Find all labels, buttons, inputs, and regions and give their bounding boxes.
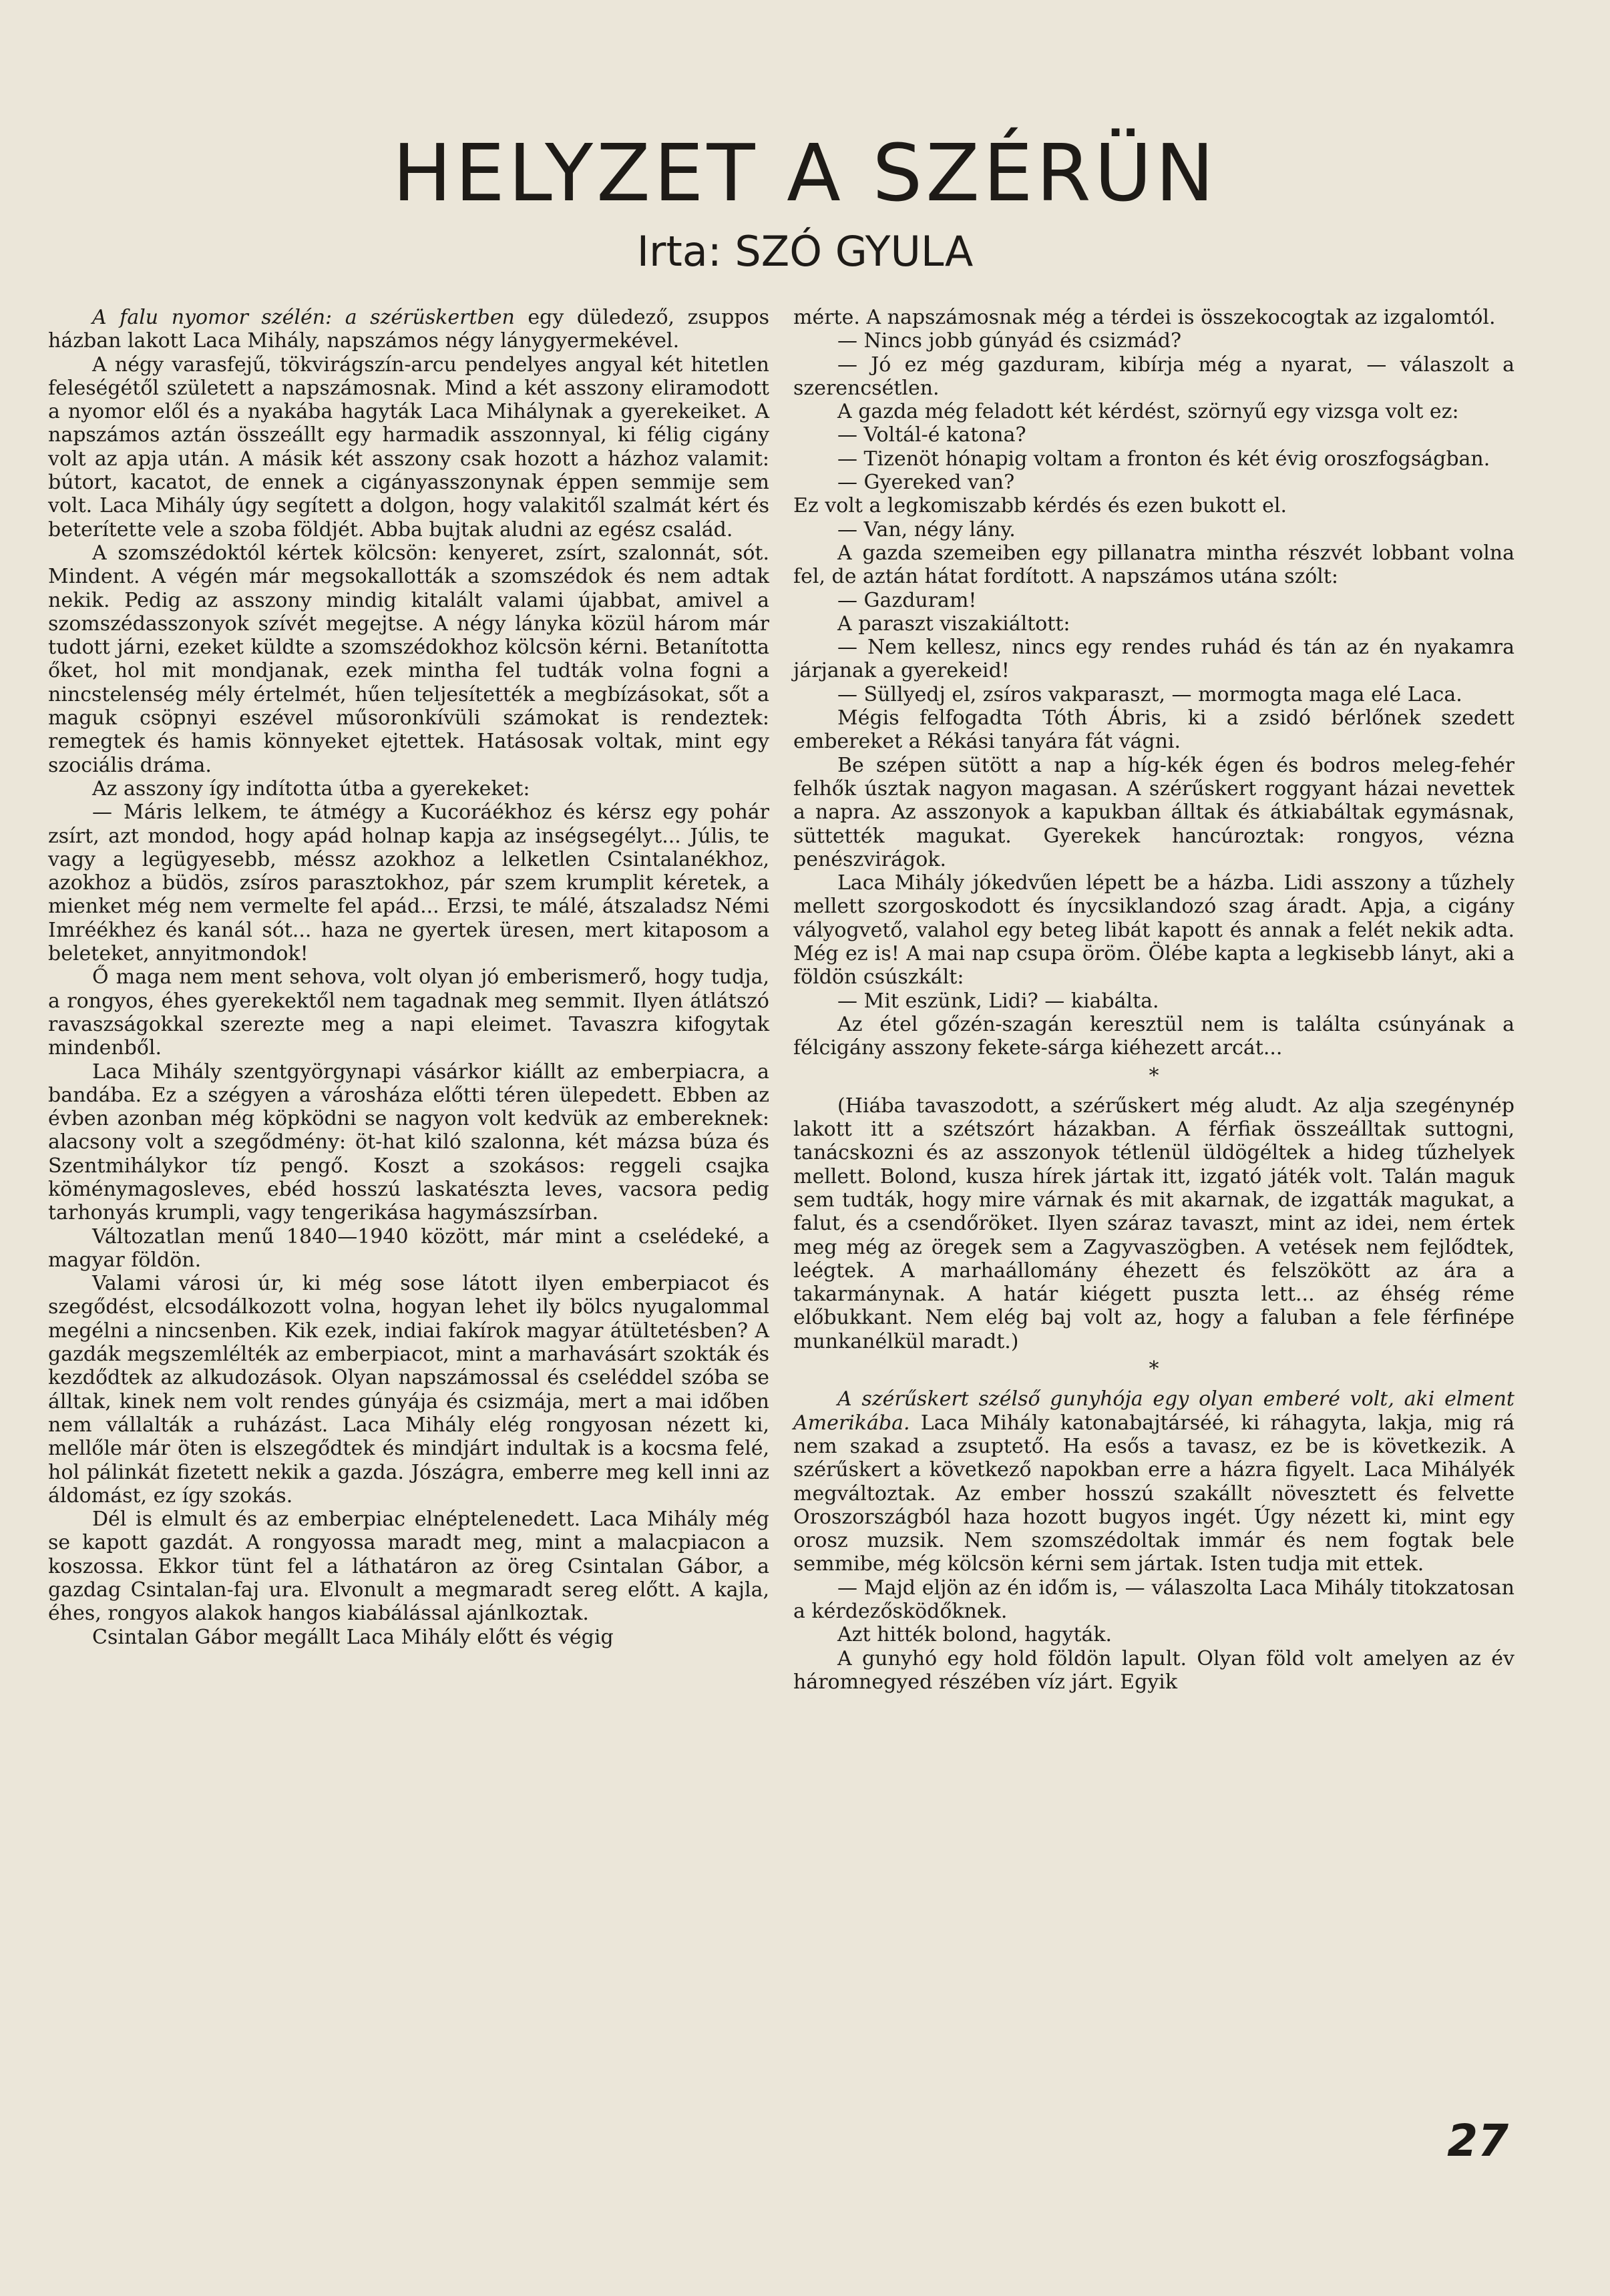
paragraph-text: A gunyhó egy hold földön lapult. Olyan föld volt amelyen az év háromnegyed részében víz járt. Egyik (793, 1646, 1515, 1694)
paragraph-text: Dél is elmult és az emberpiac elnéptelenedett. Laca Mihály még se kapott gazdát. A rongyossa maradt meg, mint a malacpiacon a koszossa. Ekkor tünt fel a láthatáron az öreg Csintalan Gábor, a gazdag Csintalan-faj ura. Elvonult a megmaradt sereg előtt. A kajla, éhes, rongyos alakok hangos kiabálással ajánlkoztak. (48, 1508, 769, 1626)
paragraph-lead: A szérűskert szélső gunyhója egy olyan emberé volt, aki elment Amerikába. (793, 1387, 1515, 1435)
section-separator: * (1149, 1357, 1159, 1381)
paragraph-text: — Van, négy lány. (837, 517, 1016, 541)
paragraph (793, 1623, 1515, 1646)
paragraph-text: A paraszt viszakiáltott: (837, 612, 1070, 636)
paragraph (48, 1272, 769, 1508)
paragraph (793, 1094, 1515, 1353)
paragraph (48, 353, 769, 541)
paragraph (48, 777, 769, 800)
article-header (0, 127, 1610, 276)
paragraph-text: — Nincs jobb gúnyád és csizmád? (837, 329, 1182, 353)
paragraph (793, 871, 1515, 989)
paragraph (793, 423, 1515, 447)
paragraph-text: — Gazduram! (837, 588, 977, 612)
paragraph-text: Az étel gőzén-szagán keresztül nem is találta csúnyának a félcigány asszony fekete-sárga kiéhezett arcát... (793, 1012, 1515, 1060)
paragraph-text: Azt hitték bolond, hagyták. (837, 1623, 1113, 1647)
paragraph (793, 683, 1515, 706)
paragraph (48, 1060, 769, 1225)
paragraph (48, 800, 769, 965)
page-number: 27 (1447, 2115, 1508, 2166)
paragraph-text: (Hiába tavaszodott, a szérűskert még aludt. Az alja szegénynép lakott itt a szétszórt házakban. A férfiak összeálltak suttogni, tanácskozni és az asszonyok tétlenül üldögéltek a hideg tűzhelyek mellett. Bolond, kusza hírek jártak itt, izgató játék volt. Talán maguk sem tudták, hogy mire várnak és mit akarnak, de izgatták magukat, a falut, és a csendőröket. Ilyen száraz tavaszt, mint az idei, nem értek meg még az öregek sem a Zagyvaszögben. A vetések nem fejlődtek, leégtek. A marhaállomány éhezett és felszökött az ára a takarmánynak. A határ kiégett puszta lett... az éhség réme előbukkant. Nem elég baj volt az, hogy a faluban a fele férfinépe munkanélkül maradt.) (793, 1094, 1515, 1353)
paragraph-text: Mégis felfogadta Tóth Ábris, ki a zsidó bérlőnek szedett embereket a Rékási tanyára fát vágni. (793, 706, 1515, 754)
paragraph (48, 541, 769, 777)
paragraph (793, 636, 1515, 683)
paragraph (48, 1626, 769, 1649)
paragraph-text: Be szépen sütött a nap a híg-kék égen és bodros meleg-fehér felhők úsztak nagyon magasan. A szérűskert roggyant házai nevettek a napra. Az asszonyok a kapukban álltak és átkiabáltak egymásnak, süttették magukat. Gyerekek hancúroztak: rongyos, vézna penészvirágok. (793, 753, 1515, 871)
paragraph-text: Ő maga nem ment sehova, volt olyan jó emberismerő, hogy tudja, a rongyos, éhes gyerekektől nem tagadnak meg semmit. Ilyen átlátszó ravaszságokkal szerezte meg a napi eleimet. Tavaszra kifogytak mindenből. (48, 965, 769, 1060)
paragraph-text: — Mit eszünk, Lidi? — kiabálta. (837, 989, 1159, 1013)
paragraph-text: A gazda szemeiben egy pillanatra mintha részvét lobbant volna fel, de aztán hátat fordított. A napszámos utána szólt: (793, 541, 1515, 589)
paragraph (793, 1013, 1515, 1060)
paragraph-lead: A falu nyomor szélén: a szérüskertben (92, 306, 515, 329)
paragraph-text: Az asszony így indította útba a gyerekeket: (92, 776, 530, 800)
paragraph (793, 1576, 1515, 1624)
paragraph (793, 447, 1515, 471)
paragraph-text: A négy varasfejű, tökvirágszín-arcu pendelyes angyal két hitetlen feleségétől született a napszámosnak. Mind a két asszony eliramodott a nyomor elől és a nyakába hagyták Laca Mihálynak a gyerekeiket. A napszámos aztán összeállt egy harmadik asszonnyal, ki félig cigány volt az apja után. A másik két asszony csak hozott a házhoz valamit: bútort, kacatot, de ennek a cigányasszonynak éppen semmije sem volt. Laca Mihály úgy segített a dolgon, hogy valakitől szalmát kért és beterítette vele a szoba földjét. Abba bujtak aludni az egész család. (48, 353, 769, 541)
article-title: HELYZET A SZÉRÜN (392, 127, 1218, 219)
paragraph (793, 471, 1515, 494)
paragraph (793, 306, 1515, 329)
paragraph (793, 518, 1515, 541)
paragraph (48, 965, 769, 1060)
paragraph-text: Laca Mihály szentgyörgynapi vásárkor kiállt az emberpiacra, a bandába. Ez a szégyen a városháza előtti téren ülepedett. Ebben az évben azonban még köpködni se nagyon volt kedvük az embereknek: alacsony volt a szegődmény: öt-hat kiló szalonna, két mázsa búza és Szentmihálykor tíz pengő. Koszt a szokásos: reggeli csajka köménymagosleves, ebéd hosszú laskatészta leves, vacsora pedig tarhonyás krumpli, vagy tengerikása hagymászsírban. (48, 1060, 769, 1225)
paragraph-text: mérte. A napszámosnak még a térdei is összekocogtak az izgalomtól. (793, 306, 1496, 329)
paragraph-text: — Voltál-é katona? (837, 423, 1026, 447)
paragraph (793, 400, 1515, 423)
left-column (48, 306, 769, 1649)
paragraph (793, 494, 1515, 517)
paragraph-text: Változatlan menű 1840—1940 között, már mint a cselédeké, a magyar földön. (48, 1224, 769, 1272)
paragraph-text: A gazda még feladott két kérdést, szörnyű egy vizsga volt ez: (837, 400, 1459, 424)
right-column-part-b (793, 1094, 1515, 1353)
paragraph (793, 589, 1515, 612)
paragraph (793, 706, 1515, 754)
paragraph (48, 1508, 769, 1625)
paragraph (793, 1387, 1515, 1576)
paragraph (48, 1225, 769, 1273)
section-separator: * (1149, 1064, 1159, 1088)
paragraph (793, 329, 1515, 353)
paragraph (793, 353, 1515, 401)
paragraph-text: — Gyereked van? (837, 471, 1015, 495)
byline: Irta: SZÓ GYULA (636, 227, 974, 276)
paragraph-text: — Nem kellesz, nincs egy rendes ruhád és tán az én nyakamra járjanak a gyerekeid! (793, 636, 1515, 683)
paragraph-text: — Jó ez még gazduram, kibírja még a nyarat, — válaszolt a szerencsétlen. (793, 353, 1515, 400)
paragraph (48, 306, 769, 353)
paragraph-text: Valami városi úr, ki még sose látott ilyen emberpiacot és szegődést, elcsodálkozott volna, hogyan lehet ily bölcs nyugalommal megélni a nincsenben. Kik ezek, indiai fakírok magyar átültetésben? A gazdák megszemlélték az emberpiacot, mint a marhavásárt szokták és kezdődtek az alkudozások. Olyan napszámossal és cseléddel szóba se álltak, kinek nem volt rendes gúnyája és csizmája, mert a mai időben nem vállalták a ruházást. Laca Mihály elég rongyosan nézett ki, mellőle már öten is elszegődtek és mindjárt indultak is a kocsma felé, hol pálinkát fizetett nekik a gazda. Jószágra, emberre meg kell inni az áldomást, ez így szokás. (48, 1272, 769, 1508)
right-column-part-c (793, 1387, 1515, 1694)
paragraph-text: — Majd eljön az én időm is, — válaszolta Laca Mihály titokzatosan a kérdezősködőknek. (793, 1576, 1515, 1624)
paragraph-text: Ez volt a legkomiszabb kérdés és ezen bukott el. (793, 494, 1287, 518)
paragraph (793, 989, 1515, 1013)
paragraph-text: egy düledező, zsuppos házban lakott Laca Mihály, napszámos négy lánygyermekével. (48, 306, 770, 353)
paragraph-text: Laca Mihály jókedvűen lépett be a házba. Lidi asszony a tűzhely mellett szorgoskodott és ínycsiklandozó szag áradt. Apja, a cigány vályogvető, valahol egy beteg libát kapott és annak a felét nekik adta. Még ez is! A mai nap csupa öröm. Ölébe kapta a legkisebb lányt, aki a földön csúszkált: (793, 871, 1515, 989)
paragraph (793, 1647, 1515, 1694)
paragraph-text: — Máris lelkem, te átmégy a Kucoráékhoz és kérsz egy pohár zsírt, azt mondod, hogy apád holnap kapja az inségsegélyt... Júlis, te vagy a legügyesebb, méssz azokhoz a lelketlen Csintalanékhoz, azokhoz a büdös, zsíros parasztokhoz, pár szem krumplit kéretek, a mienket még nem vermelte fel apád... Erzsi, te málé, átszaladsz Némi Imréékhez és kanál sót... haza ne gyertek üresen, mert kitaposom a beleteket, annyitmondok! (48, 800, 769, 966)
paragraph (793, 754, 1515, 871)
paragraph-text: Csintalan Gábor megállt Laca Mihály előtt és végig (92, 1625, 614, 1649)
paragraph-text: — Süllyedj el, zsíros vakparaszt, — mormogta maga elé Laca. (837, 682, 1462, 706)
paragraph-text: — Tizenöt hónapig voltam a fronton és két évig oroszfogságban. (837, 447, 1490, 471)
paragraph-text: A szomszédoktól kértek kölcsön: kenyeret, zsírt, szalonnát, sót. Mindent. A végén már megsokallották a szomszédok és nem adtak nekik. Pedig az asszony mindig kitalált valami újabbat, amivel a szomszédasszonyok szívét megejtse. A négy lányka közül három már tudott járni, ezeket küldte a szomszédokhoz kölcsön kérni. Betanította őket, hol mit mondjanak, ezek mintha fel tudták volna fogni a nincstelenség mély értelmét, hűen teljesítették a megbízásokat, sőt a maguk csöpnyi eszével műsoronkívüli számokat is rendeztek: remegtek és hamis könnyeket ejtettek. Hatásosak voltak, mint egy szociális dráma. (48, 541, 769, 777)
paragraph (793, 612, 1515, 636)
paragraph (793, 541, 1515, 589)
right-column (793, 306, 1515, 1694)
paragraph-text: Laca Mihály katonabajtárséé, ki ráhagyta, lakja, mig rá nem szakad a zsuptető. Ha esős a tavasz, ez be is következik. A szérűskert a következő napokban erre a házra figyelt. Laca Mihályék megváltoztak. Az ember hosszú szakállt növesztett és felvette Oroszországból haza hozott bugyos ingét. Úgy nézett ki, mint egy orosz muzsik. Nem szomszédoltak immár és nem fogtak bele semmibe, még kölcsön kérni sem jártak. Isten tudja mit ettek. (793, 1411, 1515, 1576)
right-column-part-a (793, 306, 1515, 1060)
